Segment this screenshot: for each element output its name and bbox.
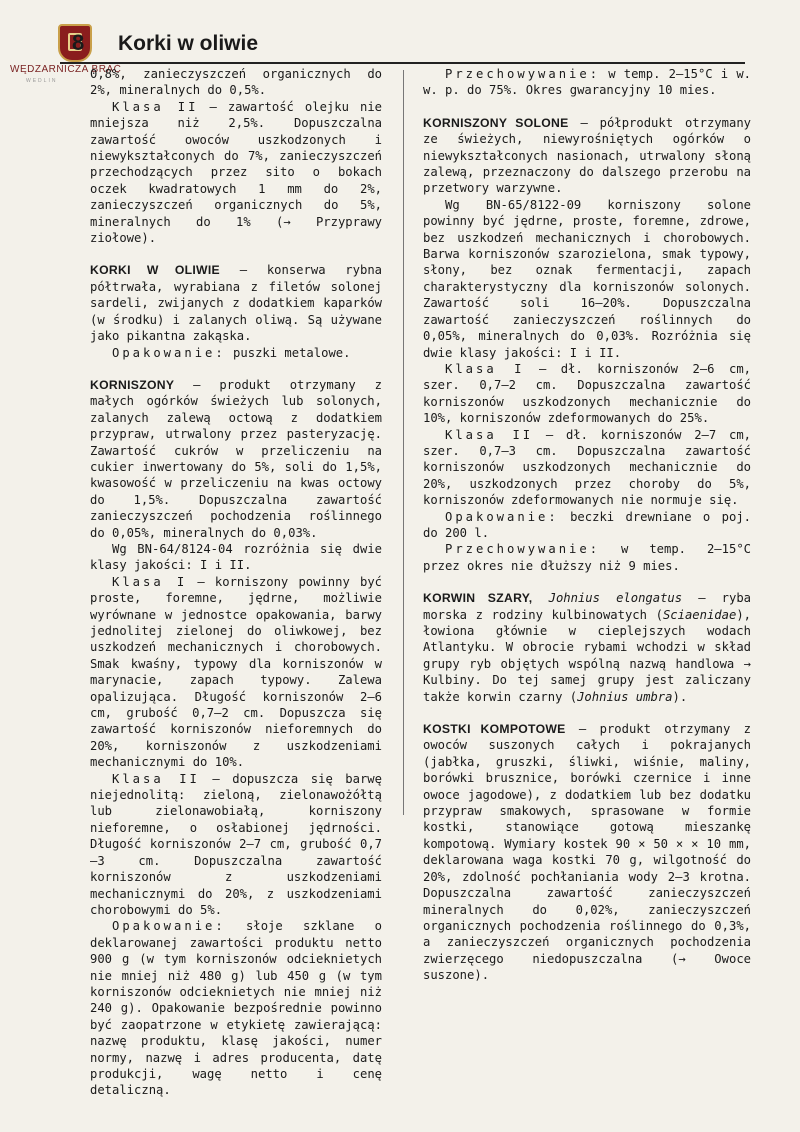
header-rule bbox=[60, 62, 745, 64]
logo-brand-text: WĘDZARNICZA BRAĆ bbox=[10, 64, 122, 75]
paragraph-text: — produkt otrzymany z owoców suszonych całych i pokrajanych (jabłka, gruszki, śliwki, wiśnie, maliny, borówki brusznice, borówki czernice i inne owoce jagodowe), z dodatkiem lub bez dodatku przypraw smakowych, sprasowane w formie kostki, stanowiące gotową mieszankę kompotową. Wymiary kostek 90 × 50 × × 10 mm, deklarowana waga kostki 70 g, wilgotność do 20%, zdolność pochłaniania wody 2—3 krotna. Dopuszczalna zawartość zanieczyszczeń mineralnych do 0,02%, zanieczyszczeń organicznych pochodzenia roślinnego do 0,3%, a zanieczyszczeń organicznych pochodzenia zwierzęcego niedopuszczalna (→ Owoce suszone). bbox=[423, 722, 751, 983]
paragraph-text: w temp. 2—15°C i w. w. p. do 75%. Okres gwarancyjny 10 mies. bbox=[423, 67, 751, 98]
paragraph-text: — dł. korniszonów 2—7 cm, szer. 0,7—3 cm. Dopuszczalna zawartość korniszonów uszkodzonych mechanicznie do 20%, uszkodzonych przez choroby do 5%, korniszonów zdeformowanych nie normuje się. bbox=[423, 427, 751, 508]
paragraph-text: beczki drewniane o poj. do 200 l. bbox=[423, 509, 751, 540]
spaced-label: Klasa I bbox=[112, 574, 188, 589]
spaced-label: Opakowanie: bbox=[112, 919, 226, 934]
paragraph-l4 bbox=[90, 345, 382, 361]
paragraph-text: słoje szklane o deklarowanej zawartości produktu netto 900 g (w tym korniszonów odcieknietych nie mniej niż 480 g) lub 450 g (w tym korniszonów odcieknietych nie mniej niż 240 g). Opakowanie bezpośrednie powinno być zaopatrzone w etykietę zawierającą: nazwę produktu, klasę jakości, numer normy, nazwę i adres producenta, datę produkcji, wagę netto i cenę detaliczną. bbox=[90, 919, 382, 1098]
paragraph-text: — półprodukt otrzymany ze świeżych, niewyrośniętych ogórków o niewykształconych nasionach, utrwalony słoną zalewą, przeznaczony do dalszego przerobu na przetwory warzywne. bbox=[423, 115, 751, 196]
paragraph-l2 bbox=[90, 99, 382, 247]
latin-name: Johnius elongatus bbox=[548, 591, 683, 606]
paragraph-text bbox=[533, 591, 549, 605]
spaced-label: Klasa II bbox=[112, 99, 199, 114]
paragraph-r3 bbox=[423, 197, 751, 361]
right-column bbox=[423, 66, 751, 984]
paragraph-text: ), łowiona głównie w cieplejszych wodach Atlantyku. W obrocie rybami wchodzi w skład grupy ryb objętych wspólną nazwą handlowa → Kulbiny. Do tej samej grupy jest zaliczany także korwin czarny ( bbox=[423, 607, 751, 704]
paragraph-text: 0,8%, zanieczyszczeń organicznych do 2%, mineralnych do 0,5%. bbox=[90, 67, 382, 98]
entry-headword: KORWIN SZARY, bbox=[423, 591, 533, 606]
entry-headword: KORKI W OLIWIE bbox=[90, 263, 220, 278]
paragraph-l3 bbox=[90, 262, 382, 344]
paragraph-l1 bbox=[90, 66, 382, 99]
paragraph-text: — korniszony powinny być proste, foremne, jędrne, możliwie wyrównane w jednostce opakowania, barwy jednolitej zielonej do oliwkowej, bez uszkodzeń mechanicznych i chorobowych. Smak kwaśny, typowy dla korniszonów w marynacie, zapach typowy. Zalewa opalizująca. Długość korniszonów 2—6 cm, grubość 0,7—2 cm. Dopuszcza się zawartość korniszonów nieforemnych do 20%, korniszonów z uszkodzeniami mechanicznymi do 10%. bbox=[90, 574, 382, 770]
latin-name: Sciaenidae bbox=[662, 607, 737, 622]
spaced-label: Opakowanie: bbox=[445, 509, 559, 524]
paragraph-l6 bbox=[90, 541, 382, 574]
spaced-label: Klasa II bbox=[445, 427, 534, 442]
entry-headword: KORNISZONY bbox=[90, 377, 175, 392]
paragraph-text: puszki metalowe. bbox=[225, 345, 351, 360]
spaced-label: Opakowanie: bbox=[112, 345, 226, 360]
paragraph-text: — dł. korniszonów 2—6 cm, szer. 0,7—2 cm. Dopuszczalna zawartość korniszonów uszkodzonych mechanicznie do 10%, korniszonów zdeformowanych do 25%. bbox=[423, 361, 751, 426]
paragraph-text: Wg BN-65/8122-09 korniszony solone powinny być jędrne, proste, foremne, zdrowe, bez uszkodzeń mechanicznych i chorobowych. Barwa korniszonów szarozielona, smak typowy, słony, bez oznak fermentacji, zapach charakterystyczny dla korniszonów solonych. Zawartość soli 16—20%. Dopuszczalna zawartość zanieczyszczeń roślinnych do 0,05%, mineralnych do 0,03%. Rozróżnia się dwie klasy jakości: I i II. bbox=[423, 197, 751, 360]
paragraph-text: — zawartość olejku nie mniejsza niż 2,5%. Dopuszczalna zawartość owoców uszkodzonych i niewykształconych do 7%, zanieczyszczeń przechodzących przez sito o bokach oczek kwadratowych 1 mm do 2%, zanieczyszczeń organicznych do 5%, mineralnych do 1% (→ Przyprawy ziołowe). bbox=[90, 99, 382, 246]
paragraph-l8 bbox=[90, 771, 382, 919]
paragraph-r9 bbox=[423, 721, 751, 984]
running-title: Korki w oliwie bbox=[118, 32, 259, 55]
entry-headword: KOSTKI KOMPOTOWE bbox=[423, 722, 566, 737]
paragraph-text: — ryba morska z rodziny kulbinowatych ( bbox=[423, 591, 751, 622]
paragraph-l9 bbox=[90, 918, 382, 1098]
paragraph-r5 bbox=[423, 427, 751, 509]
paragraph-r6 bbox=[423, 509, 751, 542]
latin-name: Johnius umbra bbox=[577, 689, 673, 704]
paragraph-text: — produkt otrzymany z małych ogórków świeżych lub solonych, zalanych zalewą octową z dodatkiem przypraw, utrwalony przez pasteryzację. Zawartość cukrów w przeliczeniu na cukier inwertowany do 5%, soli do 1,5%, kwasowość w przeliczeniu na kwas octowy do 1,5%. Dopuszczalna zawartość zanieczyszczeń pochodzenia roślinnego do 0,05%, mineralnych do 0,03%. bbox=[90, 377, 382, 540]
entry-headword: KORNISZONY SOLONE bbox=[423, 115, 569, 130]
paragraph-r4 bbox=[423, 361, 751, 427]
spaced-label: Klasa II bbox=[112, 771, 200, 786]
paragraph-r8 bbox=[423, 590, 751, 705]
paragraph-r7 bbox=[423, 541, 751, 574]
paragraph-text: w temp. 2—15°C przez okres nie dłuższy niż 9 mies. bbox=[423, 542, 751, 573]
paragraph-text: ). bbox=[672, 689, 688, 704]
spaced-label: Przechowywanie: bbox=[445, 542, 601, 557]
column-divider bbox=[403, 70, 404, 815]
paragraph-text: — konserwa rybna półtrwała, wyrabiana z filetów solonej sardeli, zwijanych z dodatkiem kaparków (w środku) i zalanych oliwą. Są używane jako pikantna zakąska. bbox=[90, 263, 382, 344]
logo-sub-text: WEDLIN bbox=[26, 78, 58, 84]
paragraph-r1 bbox=[423, 66, 751, 99]
spaced-label: Klasa I bbox=[445, 361, 525, 376]
paragraph-l5 bbox=[90, 377, 382, 541]
left-column bbox=[90, 66, 382, 1099]
page-number: 8 bbox=[72, 30, 85, 55]
paragraph-text: Wg BN-64/8124-04 rozróżnia się dwie klasy jakości: I i II. bbox=[90, 541, 382, 573]
paragraph-text: — dopuszcza się barwę niejednolitą: zieloną, zielonawożółtą lub zielonawobiałą, korniszony nieforemne, o osłabionej jędrności. Długość korniszonów 2—7 cm, grubość 0,7—3 cm. Dopuszczalna zawartość korniszonów z uszkodzeniami mechanicznymi do 20%, z uszkodzeniami chorobowymi do 5%. bbox=[90, 771, 382, 917]
spaced-label: Przechowywanie: bbox=[445, 67, 601, 81]
paragraph-r2 bbox=[423, 115, 751, 197]
paragraph-l7 bbox=[90, 574, 382, 771]
